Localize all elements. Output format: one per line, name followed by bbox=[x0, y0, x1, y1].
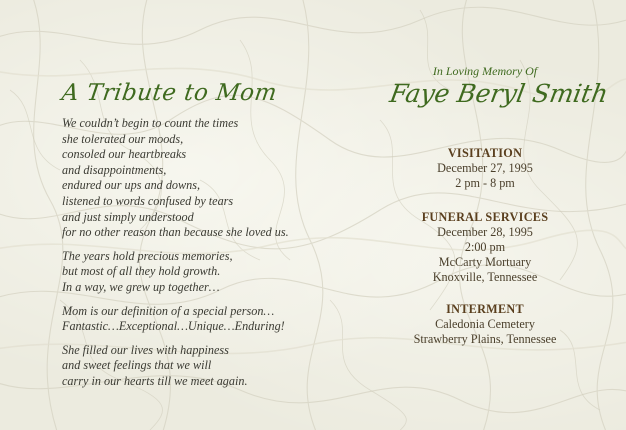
tribute-page bbox=[62, 80, 332, 398]
tribute-poem bbox=[62, 116, 332, 390]
poem-line: but most of all they hold growth. bbox=[62, 264, 221, 279]
poem-line: She filled our lives with happiness bbox=[62, 342, 229, 357]
interment-heading: INTERMENT bbox=[446, 301, 524, 316]
funeral-time: 2:00 pm bbox=[464, 240, 506, 255]
visitation-time: 2 pm - 8 pm bbox=[455, 176, 515, 191]
poem-stanza-3 bbox=[62, 304, 332, 335]
poem-line: Fantastic…Exceptional…Unique…Enduring! bbox=[62, 319, 285, 334]
visitation-date: December 27, 1995 bbox=[437, 161, 533, 176]
interment-location: Strawberry Plains, Tennessee bbox=[413, 332, 557, 347]
poem-line: carry in our hearts till we meet again. bbox=[62, 373, 248, 388]
poem-line: for no other reason than because she loved us. bbox=[62, 225, 289, 240]
funeral-date: December 28, 1995 bbox=[437, 224, 533, 239]
poem-line: Mom is our definition of a special person… bbox=[62, 303, 275, 318]
funeral-heading: FUNERAL SERVICES bbox=[421, 209, 549, 224]
poem-line: consoled our heartbreaks bbox=[62, 147, 187, 162]
poem-line: endured our ups and downs, bbox=[62, 178, 201, 193]
tribute-title: A Tribute to Mom bbox=[60, 80, 279, 106]
memorial-page bbox=[387, 64, 611, 347]
poem-line: In a way, we grew up together… bbox=[62, 279, 220, 294]
poem-stanza-1 bbox=[62, 116, 332, 241]
poem-line: and sweet feelings that we will bbox=[62, 358, 212, 373]
visitation-section bbox=[390, 146, 580, 192]
poem-line: We couldn’t begin to count the times bbox=[62, 116, 239, 130]
poem-stanza-4 bbox=[62, 343, 332, 390]
poem-line: and disappointments, bbox=[62, 162, 167, 177]
visitation-heading: VISITATION bbox=[447, 146, 523, 160]
interment-section bbox=[390, 302, 580, 348]
poem-stanza-2 bbox=[62, 249, 332, 296]
deceased-name: Faye Beryl Smith bbox=[387, 79, 611, 108]
funeral-location: Knoxville, Tennessee bbox=[432, 270, 538, 285]
funeral-services-section bbox=[390, 210, 580, 286]
memory-kicker: In Loving Memory Of bbox=[432, 64, 538, 78]
poem-line: and just simply understood bbox=[62, 209, 194, 224]
funeral-venue: McCarty Mortuary bbox=[438, 255, 532, 270]
poem-line: The years hold precious memories, bbox=[62, 248, 233, 263]
interment-cemetery: Caledonia Cemetery bbox=[435, 316, 535, 331]
poem-line: listened to words confused by tears bbox=[62, 193, 234, 208]
poem-line: she tolerated our moods, bbox=[62, 131, 184, 146]
